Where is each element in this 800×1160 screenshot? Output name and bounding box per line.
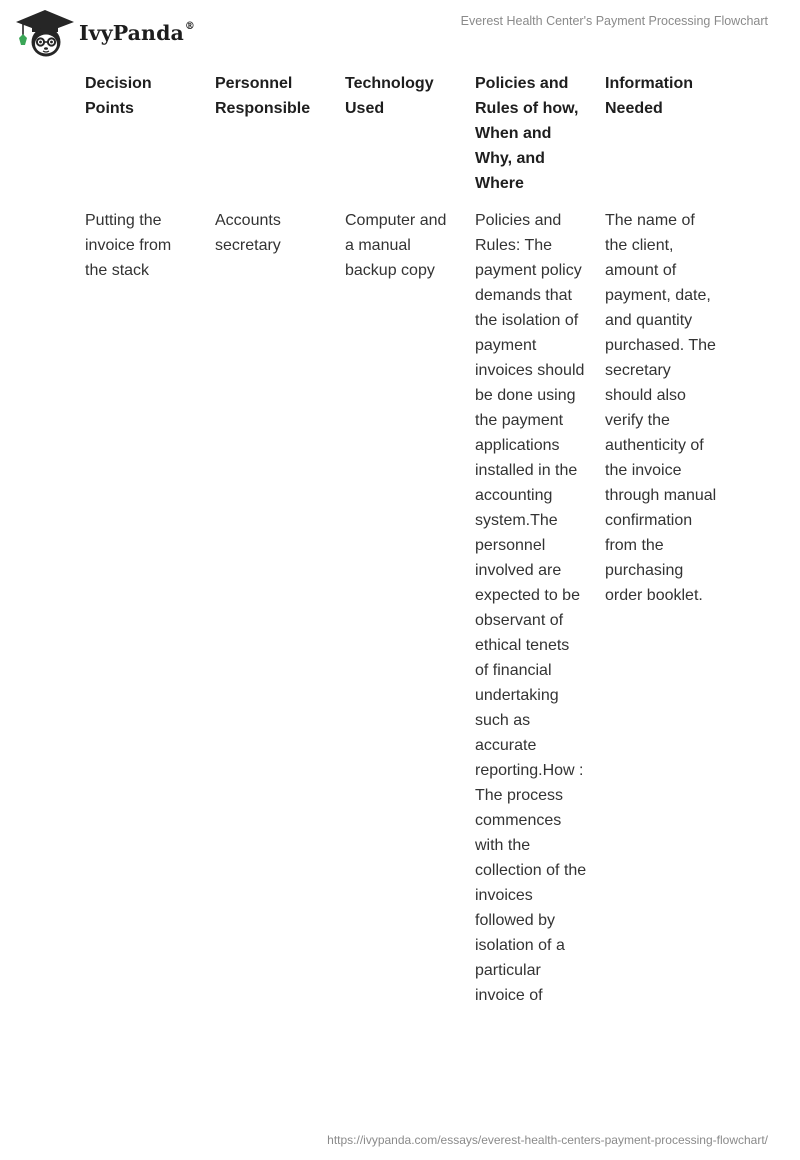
cell-personnel: Accounts secretary (215, 212, 281, 254)
brand-wordmark (79, 21, 195, 45)
cell-information: The name of the client, amount of payment, date, and quantity purchased. The secretary should also verify the authenticity of the invoice through manual confirmation from the purchasing order booklet. (605, 212, 717, 604)
registered-mark: ® (184, 21, 195, 33)
flowchart-table (85, 71, 765, 1004)
ivypanda-logo[interactable] (14, 9, 204, 59)
source-url-link[interactable]: https://ivypanda.com/essays/everest-health-centers-payment-processing-flowchart/ (327, 1133, 768, 1147)
header-decision-points: Decision Points (85, 75, 152, 117)
header-technology-used: Technology Used (345, 75, 434, 117)
cell-policies: Policies and Rules: The payment policy demands that the isolation of payment invoices should be done using the payment applications installed in the accounting system.The personnel involved are expected to be observant of ethical tenets of financial undertaking such as accurate reporting.How : The process commences with the collection of the invoices followed by isolation of a particular invoice of (475, 212, 587, 1004)
table-header-row (85, 71, 765, 208)
cell-technology: Computer and a manual backup copy (345, 212, 447, 279)
page-title: Everest Health Center's Payment Processing Flowchart (460, 14, 768, 28)
header-personnel-responsible: Personnel Responsible (215, 75, 311, 117)
header-information-needed: Information Needed (605, 75, 693, 117)
header-policies-and-rules: Policies and Rules of how, When and Why, and Where (475, 75, 579, 192)
cell-decision-point: Putting the invoice from the stack (85, 212, 172, 279)
panda-graduate-icon (14, 9, 76, 59)
brand-name: IvyPanda (79, 21, 184, 45)
